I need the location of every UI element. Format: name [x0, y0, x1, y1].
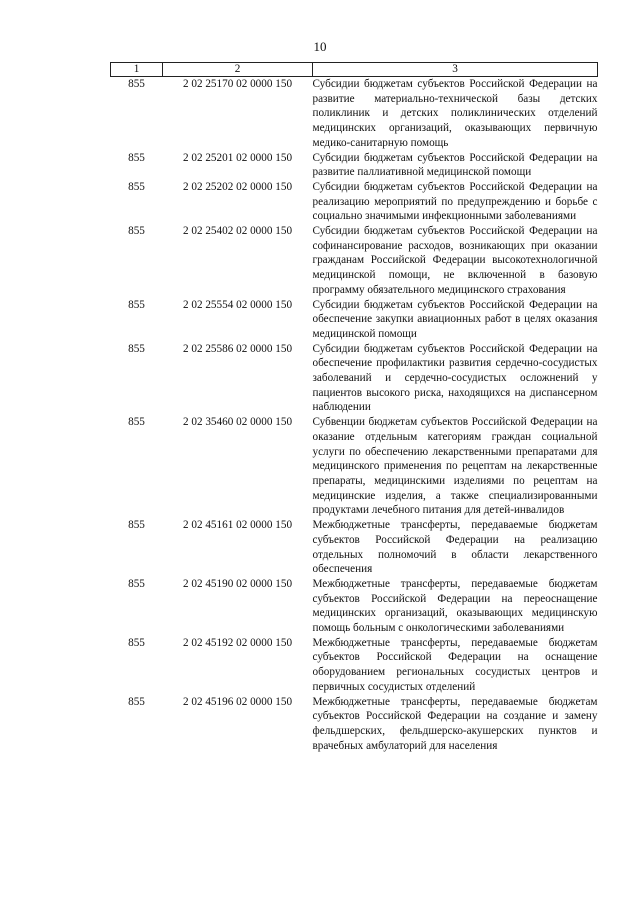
revenue-name-cell: Субсидии бюджетам субъектов Российской Федерации на обеспечение профилактики развития сердечно-сосудистых заболеваний и сердечно-сосудистых осложнений у пациентов высокого риска, находящихся на диспансерном наблюдении	[312, 342, 598, 414]
admin-code-cell: 855	[128, 416, 145, 429]
revenue-name-cell: Субсидии бюджетам субъектов Российской Федерации на софинансирование расходов, возникающих при оказании гражданам Российской Федерации высокотехнологичной медицинской помощи, не включенной в базовую программу обязательного медицинского страхования	[312, 225, 598, 296]
revenue-name-cell: Межбюджетные трансферты, передаваемые бюджетам субъектов Российской Федерации на создание и замену фельдшерских, фельдшерско-акушерских пунктов и врачебных амбулаторий для населения	[312, 695, 598, 752]
revenue-code-cell: 2 02 45190 02 0000 150	[182, 577, 293, 590]
admin-code-cell: 855	[128, 695, 145, 708]
table-row	[111, 151, 598, 180]
revenue-code-cell: 2 02 25202 02 0000 150	[182, 180, 293, 193]
table-header-row	[111, 63, 598, 77]
table-body	[111, 77, 598, 754]
table-header	[111, 63, 598, 77]
revenue-code-cell: 2 02 25586 02 0000 150	[182, 342, 293, 355]
revenue-code-cell: 2 02 25170 02 0000 150	[182, 78, 293, 90]
admin-code-cell: 855	[128, 519, 145, 532]
revenue-name-cell: Межбюджетные трансферты, передаваемые бюджетам субъектов Российской Федерации на оснащение оборудованием региональных сосудистых центров и первичных сосудистых отделений	[312, 636, 598, 693]
revenue-name-cell: Межбюджетные трансферты, передаваемые бюджетам субъектов Российской Федерации на переоснащение медицинских организаций, оказывающих медицинскую помощь больным с онкологическими заболеваниями	[312, 577, 598, 635]
revenue-code-cell: 2 02 25554 02 0000 150	[182, 298, 293, 311]
budget-codes-table	[110, 62, 598, 753]
admin-code-cell: 855	[128, 342, 145, 355]
admin-code-cell: 855	[128, 151, 145, 164]
revenue-code-cell: 2 02 45196 02 0000 150	[182, 695, 293, 708]
revenue-name-cell: Субвенции бюджетам субъектов Российской Федерации на оказание отдельным категориям граждан социальной услуги по обеспечению лекарственными препаратами для медицинского применения по рецептам на лекарственные препараты, медицинскими изделиями по рецептам на медицинские изделия, а также специализированными продуктами лечебного питания для детей-инвалидов	[312, 416, 598, 517]
revenue-name-cell: Субсидии бюджетам субъектов Российской Федерации на развитие паллиативной медицинской помощи	[312, 151, 598, 179]
admin-code-cell: 855	[128, 78, 145, 90]
table-row	[111, 180, 598, 224]
revenue-code-cell: 2 02 45161 02 0000 150	[182, 519, 293, 532]
admin-code-cell: 855	[128, 636, 145, 649]
table-row	[111, 298, 598, 342]
admin-code-cell: 855	[128, 180, 145, 193]
admin-code-cell: 855	[128, 225, 145, 238]
revenue-code-cell: 2 02 45192 02 0000 150	[182, 636, 293, 649]
table-row	[111, 695, 598, 754]
table-row	[111, 636, 598, 695]
revenue-code-cell: 2 02 35460 02 0000 150	[182, 416, 293, 429]
column-header-3: 3	[313, 63, 598, 77]
page-number: 10	[313, 39, 327, 54]
admin-code-cell: 855	[128, 298, 145, 311]
table-row	[111, 577, 598, 636]
table-row	[111, 415, 598, 518]
revenue-name-cell: Межбюджетные трансферты, передаваемые бюджетам субъектов Российской Федерации на реализацию отдельных полномочий в области лекарственного обеспечения	[312, 519, 598, 576]
table-row	[111, 77, 598, 151]
table-row	[111, 518, 598, 577]
column-header-1: 1	[111, 63, 163, 77]
revenue-name-cell: Субсидии бюджетам субъектов Российской Федерации на реализацию мероприятий по предупреждению и борьбе с социально значимыми инфекционными заболеваниями	[312, 180, 598, 223]
revenue-code-cell: 2 02 25201 02 0000 150	[182, 151, 293, 164]
revenue-name-cell: Субсидии бюджетам субъектов Российской Федерации на развитие материально-технической базы детских поликлиник и детских поликлинических отделений медицинских организаций, оказывающих первичную медико-санитарную помощь	[312, 78, 598, 149]
table-row	[111, 342, 598, 416]
admin-code-cell: 855	[128, 577, 145, 590]
column-header-2: 2	[163, 63, 313, 77]
revenue-code-cell: 2 02 25402 02 0000 150	[182, 225, 293, 238]
revenue-name-cell: Субсидии бюджетам субъектов Российской Федерации на обеспечение закупки авиационных работ в целях оказания медицинской помощи	[312, 298, 598, 340]
table-row	[111, 224, 598, 298]
